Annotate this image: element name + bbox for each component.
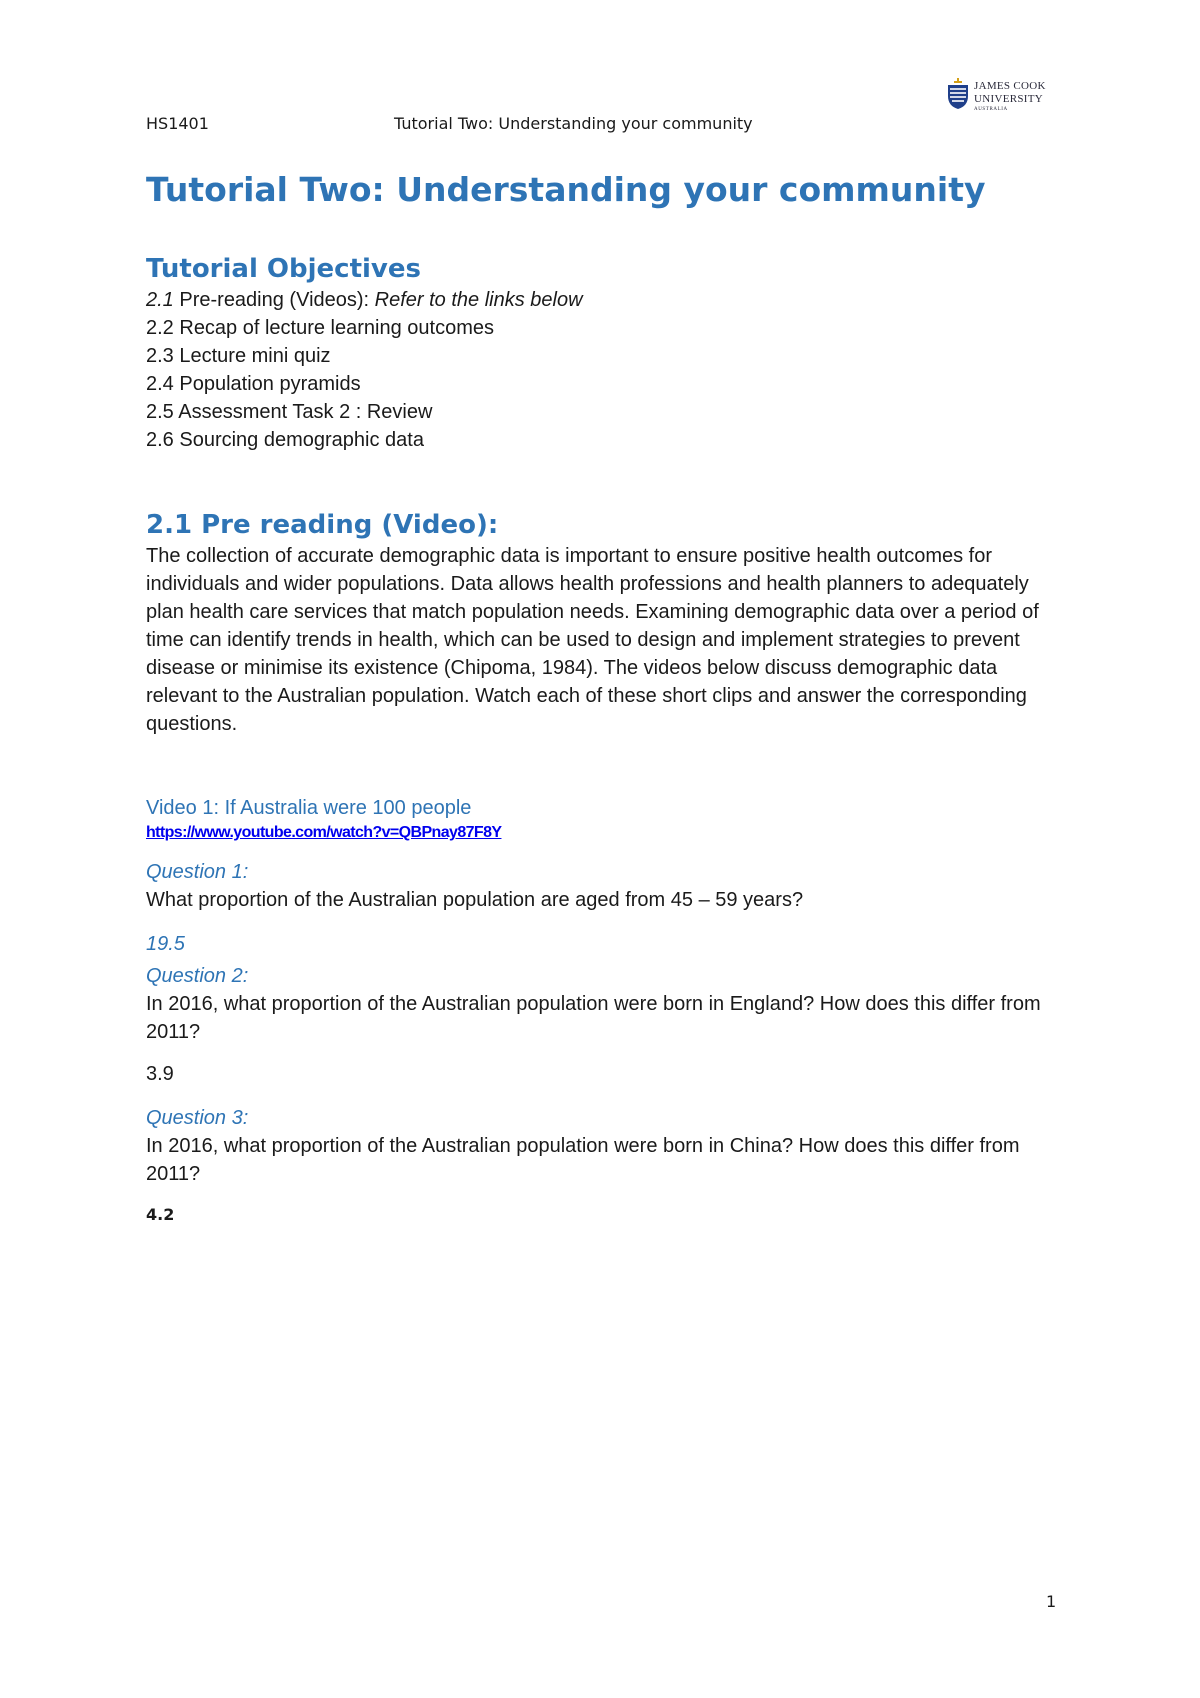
- objective-text: Pre-reading (Videos):: [173, 289, 375, 311]
- header-title: Tutorial Two: Understanding your community: [394, 114, 753, 133]
- objective-number: 2.4: [146, 373, 174, 395]
- document-body: [146, 168, 1066, 1228]
- question-2-text: In 2016, what proportion of the Australian population were born in England? How does this differ from 2011?: [146, 993, 1041, 1043]
- objective-item: [146, 398, 1066, 426]
- objective-text: Population pyramids: [173, 373, 361, 395]
- section-paragraph: The collection of accurate demographic data is important to ensure positive health outcomes for individuals and wider populations. Data allows health professions and health planners to adequately plan health care services that match population needs. Examining demographic data over a period of time can identify trends in health, which can be used to design and implement strategies to prevent disease or minimise its existence (Chipoma, 1984). The videos below discuss demographic data relevant to the Australian population. Watch each of these short clips and answer the corresponding questions.: [146, 545, 1039, 735]
- objective-number: 2.2: [146, 317, 174, 339]
- question-1-text: What proportion of the Australian population are aged from 45 – 59 years?: [146, 889, 804, 911]
- objectives-list: [146, 286, 1066, 454]
- question-1-answer: 19.5: [146, 933, 185, 955]
- objective-text: Recap of lecture learning outcomes: [173, 317, 494, 339]
- question-2-label: Question 2:: [146, 965, 249, 987]
- question-3-text: In 2016, what proportion of the Australian population were born in China? How does this differ from 2011?: [146, 1135, 1020, 1185]
- objective-text: Sourcing demographic data: [173, 429, 424, 451]
- objective-text: Assessment Task 2 : Review: [173, 401, 433, 423]
- objectives-heading: Tutorial Objectives: [146, 254, 421, 284]
- document-title: Tutorial Two: Understanding your community: [146, 170, 986, 209]
- course-code: HS1401: [146, 114, 209, 133]
- logo-line-3: AUSTRALIA: [974, 107, 1008, 112]
- objective-text: Lecture mini quiz: [173, 345, 331, 367]
- question-3-answer: 4.2: [146, 1205, 175, 1224]
- logo-line-1: JAMES COOK: [974, 80, 1046, 92]
- objective-item: [146, 342, 1066, 370]
- university-logo: [946, 78, 1056, 128]
- video-title: Video 1: If Australia were 100 people: [146, 797, 472, 819]
- logo-wordmark: [974, 80, 1046, 113]
- objective-emphasis: Refer to the links below: [374, 289, 583, 311]
- objective-number: 2.3: [146, 345, 174, 367]
- video-link[interactable]: https://www.youtube.com/watch?v=QBPnay87F8Y: [146, 824, 502, 841]
- logo-line-2: UNIVERSITY: [974, 93, 1043, 105]
- page-header: [146, 114, 1046, 144]
- section-heading: 2.1 Pre reading (Video):: [146, 510, 499, 540]
- objective-item: [146, 426, 1066, 454]
- objective-number: 2.6: [146, 429, 174, 451]
- objective-number: 2.1: [146, 289, 174, 311]
- question-2-answer: 3.9: [146, 1063, 174, 1085]
- objective-item: [146, 286, 1066, 314]
- page-number: 1: [1046, 1592, 1057, 1611]
- objective-item: [146, 314, 1066, 342]
- objective-number: 2.5: [146, 401, 174, 423]
- crest-icon: [946, 78, 970, 110]
- question-3-label: Question 3:: [146, 1107, 249, 1129]
- question-1-label: Question 1:: [146, 861, 249, 883]
- objective-item: [146, 370, 1066, 398]
